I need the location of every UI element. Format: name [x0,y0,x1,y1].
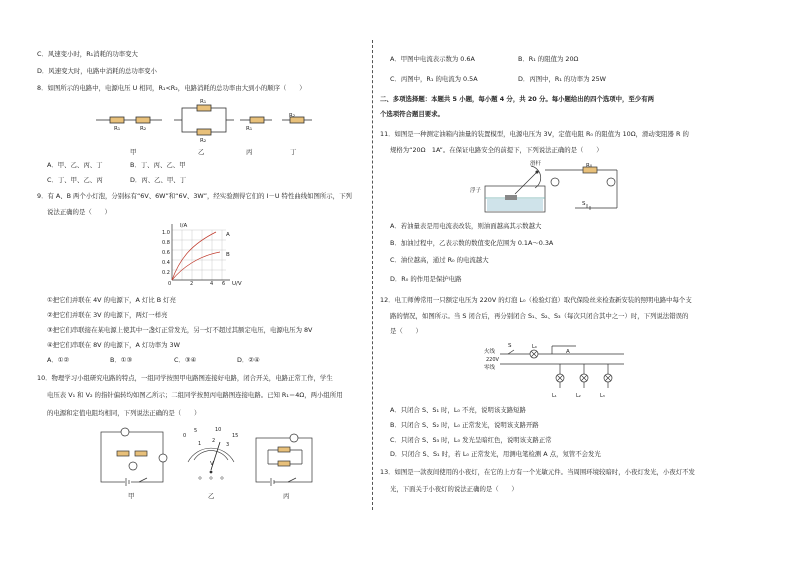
q9-option-b: B．①③ [110,356,133,364]
meter-scale-5: 5 [194,428,198,434]
q12-option-b: B．只闭合 S、S₂ 时，L₀ 正常发光，说明该支路开路 [390,421,539,429]
graph-ytick-04: 0.4 [162,260,170,266]
lamp-l2-label: L₂ [576,393,581,399]
q9-statement-1: ①把它们并联在 4V 的电源下，A 灯比 B 灯亮 [47,296,176,304]
q7-option-c: C．风速变小时，R₁消耗的功率变大 [37,50,138,58]
q9-option-c: C．③④ [174,356,197,364]
graph-curve-a-label: A [226,232,230,238]
q8-option-b: B．丁、丙、乙、甲 [130,161,186,169]
q10-caption-bing: 丙 [283,492,290,500]
q8-option-c: C．丁、甲、乙、丙 [47,176,103,184]
test-lamp-label: L₀ [532,344,537,350]
q10-stem-line3: 的电源和定值电阻均相同，下列说法正确的是（ ） [47,409,201,417]
q11-option-b: B．加油过程中，乙表示数的数值变化范围为 0.1A～0.3A [390,239,554,247]
graph-xtick-6: 6 [222,281,226,287]
q8-label-r1-bing: R₁ [246,126,253,132]
point-a-label: A [566,349,570,355]
main-switch-label: S [508,343,512,349]
q11-switch-label: S [582,201,586,207]
q8-caption-bing: 丙 [246,148,253,156]
q9-stem-line2: 说法正确的是（ ） [47,208,111,216]
graph-ytick-02: 0.2 [162,270,170,276]
q11-option-a: A．若油量表是用电流表改装，则油面越高其示数越大 [390,222,542,230]
wiring-figure [480,338,630,400]
graph-xtick-4: 4 [210,281,214,287]
q8-option-a: A．甲、乙、丙、丁 [47,161,103,169]
q13-stem-line2: 光，下面关于小夜灯的说法正确的是（ ） [390,485,518,493]
q8-label-r2-jia: R₂ [140,126,147,132]
meter-inner-3: 3 [226,442,230,448]
q10-circuit-bing [250,432,320,490]
q11-stem-line2: 规格为“20Ω 1A”。在保证电路安全的前提下，下列说法正确的是（ ） [390,146,603,154]
q11-slider-label: 滑杆 [530,161,542,167]
graph-curve-b-label: B [226,252,230,258]
q11-option-d: D．R₀ 的作用是保护电路 [390,275,462,283]
q12-option-c: C．只闭合 S、S₃ 时，L₀ 发光呈暗红色，说明该支路正常 [390,436,552,444]
lamp-l1-label: L₁ [552,393,557,399]
q8-stem: 8．如图所示的电路中，电源电压 U 相同，R₁<R₂，电路消耗的总功率由大到小的顺序（ ） [37,84,306,92]
graph-ytick-08: 0.8 [162,240,170,246]
neutral-wire-label: 零线 [484,365,496,371]
q12-stem-line2: 路的情况，如图所示。当 S 闭合后，再分别闭合 S₁、S₂、S₃（每次只闭合其中之一）时，下列说法错误的 [390,312,689,320]
graph-xlabel: U/V [232,281,242,287]
meter-inner-1: 1 [198,441,202,447]
q8-caption-ding: 丁 [290,148,297,156]
q10-caption-yi: 乙 [208,492,215,500]
meter-unit-v: V [210,461,214,467]
graph-xtick-0: 0 [168,281,172,287]
q8-label-r1-yi: R₁ [200,99,207,105]
q8-caption-yi: 乙 [198,148,205,156]
graph-ylabel: I/A [180,223,188,229]
q11-float-label: 浮子 [470,188,482,194]
q12-stem-line1: 12．电工师傅常用一只额定电压为 220V 的灯泡 L₀（检验灯泡）取代保险丝来检查新安装的照明电路中每个支 [380,296,692,304]
live-wire-label: 火线 [484,349,496,355]
q10-stem-line2: 电压表 V₁ 和 V₂ 的指针偏转均如图乙所示；二组同学按照丙电路图连接电路。已知 R₁＝4Ω，两小组所用 [47,391,343,399]
q9-statement-4: ④把它们串联在 8V 的电源下，A 灯功率为 3W [47,341,180,349]
q11-r0-label: R₀ [586,163,593,169]
meter-inner-2: 2 [212,438,216,444]
q9-option-d: D．②④ [237,356,260,364]
q10-option-a: A．甲图中电流表示数为 0.6A [390,55,475,63]
graph-ytick-06: 0.6 [162,250,170,256]
q8-label-r2-ding: R₂ [289,113,296,119]
q11-option-c: C．油位越高，通过 R₀ 的电流越大 [390,256,489,264]
q8-label-r1-jia: R₁ [114,126,121,132]
column-divider [372,40,373,510]
q10-option-d: D．丙图中，R₁ 的功率为 25W [518,75,606,83]
meter-scale-0: 0 [183,433,187,439]
q11-stem-line1: 11．如图是一种测定油箱内油量的装置模型，电源电压为 3V，定值电阻 R₀ 的阻值为 10Ω，滑动变阻器 R 的 [380,130,689,138]
q8-option-d: D．丙、乙、甲、丁 [130,176,187,184]
voltage-label: 220V [486,357,499,363]
graph-xtick-2: 2 [190,281,194,287]
graph-ytick-1: 1.0 [162,230,170,236]
q12-stem-line3: 是（ ） [390,327,422,335]
q10-caption-jia: 甲 [128,492,135,500]
lamp-l3-label: L₃ [600,393,605,399]
q10-circuit-jia [95,424,170,494]
q9-statement-2: ②把它们并联在 3V 的电源下，两灯一样亮 [47,311,168,319]
q9-stem-line1: 9．有 A、B 两个小灯泡，分别标有“6V、6W”和“6V、3W”，经实验测得它们的 I－U 特性曲线如图所示，下列 [37,192,352,200]
meter-scale-10: 10 [215,427,222,433]
q10-option-c: C．丙图中，R₁ 的电流为 0.5A [390,75,478,83]
q12-option-d: D．只闭合 S、S₁ 时，若 L₀ 正常发光，用测电笔检测 A 点，氖管不会发光 [390,450,601,458]
section2-heading-line2: 个选项符合题目要求。 [380,110,444,118]
q13-stem-line1: 13．如图是一款夜间使用的小夜灯，在它的上方有一个光敏元件。当周围环境较暗时，小夜灯发光，小夜灯不发 [380,468,695,476]
q12-option-a: A．只闭合 S、S₁ 时，L₀ 不亮，说明该支路短路 [390,406,526,414]
q8-label-r2-yi: R₂ [200,138,207,144]
q8-caption-jia: 甲 [130,148,137,156]
q7-option-d: D．风速变大时，电路中消耗的总功率变小 [37,67,157,75]
q10-option-b: B．R₁ 的阻值为 20Ω [518,55,579,63]
oil-gauge-figure [475,158,625,218]
meter-scale-15: 15 [232,433,239,439]
section2-heading-line1: 二、多项选择题：本题共 5 小题，每小题 4 分，共 20 分。每小题给出的四个选项中，至少有两 [380,95,654,103]
q9-option-a: A．①② [47,356,70,364]
q9-statement-3: ③把它们串联接在某电源上使其中一盏灯正常发光，另一灯不超过其额定电压，电源电压为 8V [47,326,313,334]
q10-stem-line1: 10．物理学习小组研究电路的特点，一组同学按照甲电路图连接好电路，闭合开关，电路正常工作，学生 [37,374,333,382]
